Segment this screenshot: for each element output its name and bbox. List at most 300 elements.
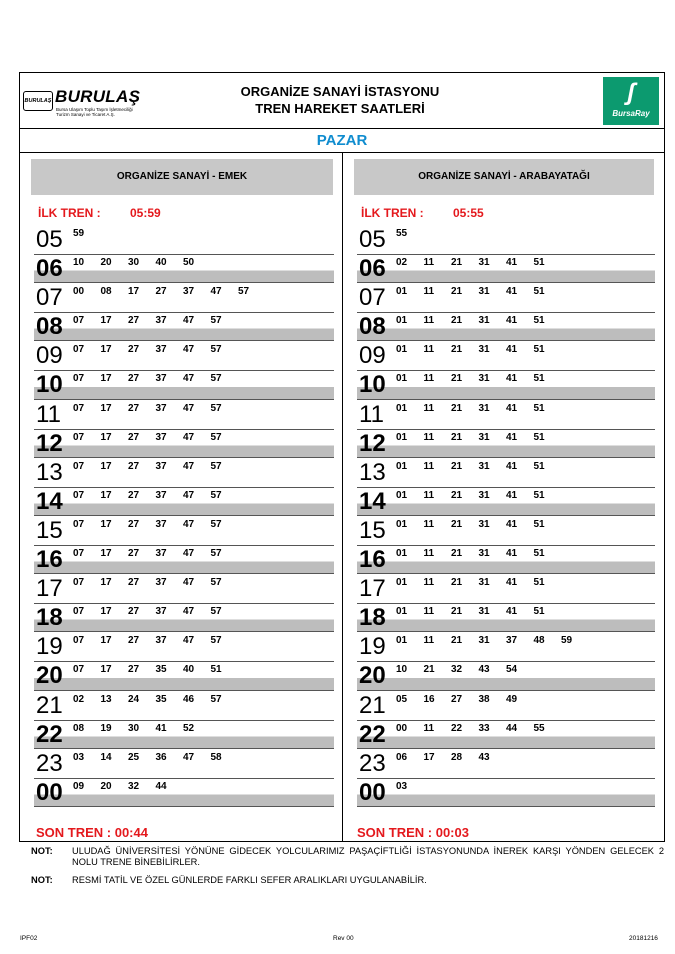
bursaray-logo bbox=[603, 77, 659, 125]
hour-label: 09 bbox=[359, 342, 386, 370]
minutes-list bbox=[73, 723, 211, 734]
minute-value: 11 bbox=[423, 489, 435, 501]
minute-value: 24 bbox=[128, 693, 140, 705]
burulas-logo-name: BURULAŞ bbox=[55, 87, 141, 106]
minute-value: 57 bbox=[210, 344, 222, 356]
minute-value: 07 bbox=[73, 606, 85, 618]
minute-value: 47 bbox=[183, 460, 195, 472]
minute-value: 27 bbox=[128, 518, 140, 530]
minutes-list bbox=[396, 403, 561, 414]
minute-value: 35 bbox=[155, 693, 167, 705]
hour-row bbox=[20, 487, 342, 516]
minute-value: 17 bbox=[100, 577, 112, 589]
minute-value: 59 bbox=[561, 635, 573, 647]
minute-value: 01 bbox=[396, 518, 408, 530]
minute-value: 21 bbox=[451, 286, 463, 298]
minute-value: 37 bbox=[155, 635, 167, 647]
minute-value: 17 bbox=[100, 315, 112, 327]
hour-label: 11 bbox=[36, 400, 61, 428]
timetable-frame bbox=[19, 72, 665, 842]
hour-label: 15 bbox=[359, 516, 386, 544]
minute-value: 10 bbox=[396, 664, 408, 676]
minute-value: 43 bbox=[478, 664, 490, 676]
minutes-list bbox=[396, 373, 561, 384]
minute-value: 11 bbox=[423, 635, 435, 647]
minute-value: 07 bbox=[73, 548, 85, 560]
minute-value: 07 bbox=[73, 635, 85, 647]
minute-value: 27 bbox=[128, 344, 140, 356]
minutes-list bbox=[396, 664, 534, 675]
minute-value: 21 bbox=[451, 460, 463, 472]
minute-value: 17 bbox=[128, 286, 140, 298]
burulas-logo-box: BURULAŞ bbox=[23, 91, 53, 111]
minute-value: 27 bbox=[128, 402, 140, 414]
minutes-list bbox=[73, 315, 238, 326]
minute-value: 00 bbox=[396, 722, 408, 734]
minute-value: 07 bbox=[73, 315, 85, 327]
minute-value: 21 bbox=[451, 402, 463, 414]
hour-label: 12 bbox=[359, 429, 386, 457]
minutes-list bbox=[396, 577, 561, 588]
hour-row bbox=[343, 370, 665, 399]
minute-value: 31 bbox=[478, 431, 490, 443]
minute-value: 57 bbox=[210, 431, 222, 443]
minute-value: 09 bbox=[73, 780, 85, 792]
minute-value: 37 bbox=[155, 606, 167, 618]
minute-value: 37 bbox=[155, 431, 167, 443]
hour-label: 05 bbox=[36, 226, 63, 253]
minute-value: 01 bbox=[396, 286, 408, 298]
minute-value: 17 bbox=[100, 431, 112, 443]
minute-value: 11 bbox=[423, 373, 435, 385]
minute-value: 37 bbox=[155, 577, 167, 589]
direction-heading: ORGANİZE SANAYİ - ARABAYATAĞI bbox=[354, 159, 654, 195]
title-line-2: TREN HAREKET SAATLERİ bbox=[255, 101, 425, 116]
hour-row bbox=[20, 370, 342, 399]
hour-row bbox=[343, 778, 665, 807]
minute-value: 51 bbox=[533, 286, 545, 298]
minute-value: 07 bbox=[73, 577, 85, 589]
minute-value: 37 bbox=[183, 286, 195, 298]
hour-label: 05 bbox=[359, 226, 386, 253]
minute-value: 21 bbox=[451, 548, 463, 560]
schedule-rows bbox=[20, 225, 342, 807]
minute-value: 21 bbox=[451, 373, 463, 385]
hour-label: 14 bbox=[36, 487, 63, 515]
direction-heading: ORGANİZE SANAYİ - EMEK bbox=[31, 159, 333, 195]
hour-row bbox=[343, 429, 665, 458]
minute-value: 01 bbox=[396, 373, 408, 385]
minute-value: 25 bbox=[128, 751, 140, 763]
minute-value: 22 bbox=[451, 722, 463, 734]
header bbox=[20, 73, 664, 129]
note-text: ULUDAĞ ÜNİVERSİTESİ YÖNÜNE GİDECEK YOLCULARIMIZ PAŞAÇİFTLİĞİ İSTASYONUNDA İNEREK KARŞI YÖNDEN GELECEK 2 NOLU TRENE BİNEBİLİRLER. bbox=[72, 846, 664, 867]
minutes-list bbox=[73, 461, 238, 472]
hour-label: 12 bbox=[36, 429, 63, 457]
minutes-list bbox=[73, 257, 211, 268]
minute-value: 27 bbox=[128, 489, 140, 501]
hour-label: 23 bbox=[36, 749, 63, 777]
hour-row bbox=[343, 574, 665, 603]
minutes-list bbox=[396, 286, 561, 297]
schedule-rows bbox=[343, 225, 665, 807]
minute-value: 11 bbox=[423, 548, 435, 560]
minute-value: 21 bbox=[451, 315, 463, 327]
minute-value: 21 bbox=[451, 518, 463, 530]
minute-value: 31 bbox=[478, 286, 490, 298]
hour-label: 16 bbox=[36, 546, 63, 574]
minute-value: 32 bbox=[451, 664, 463, 676]
hour-row bbox=[343, 632, 665, 661]
hour-label: 21 bbox=[36, 691, 63, 719]
page-title bbox=[170, 83, 510, 117]
minutes-list bbox=[396, 461, 561, 472]
hour-label: 06 bbox=[359, 255, 386, 283]
minute-value: 37 bbox=[155, 548, 167, 560]
minute-value: 27 bbox=[128, 315, 140, 327]
hour-label: 19 bbox=[36, 633, 63, 661]
minute-value: 20 bbox=[100, 257, 112, 269]
minute-value: 41 bbox=[506, 577, 518, 589]
minute-value: 17 bbox=[423, 751, 435, 763]
note-text: RESMİ TATİL VE ÖZEL GÜNLERDE FARKLI SEFER ARALIKLARI UYGULANABİLİR. bbox=[72, 875, 427, 885]
hour-row bbox=[20, 603, 342, 632]
minute-value: 47 bbox=[183, 548, 195, 560]
minute-value: 51 bbox=[533, 577, 545, 589]
hour-row bbox=[20, 341, 342, 370]
minute-value: 31 bbox=[478, 548, 490, 560]
minute-value: 31 bbox=[478, 460, 490, 472]
title-line-1: ORGANİZE SANAYİ İSTASYONU bbox=[240, 84, 440, 99]
minute-value: 57 bbox=[210, 548, 222, 560]
minute-value: 17 bbox=[100, 548, 112, 560]
minute-value: 07 bbox=[73, 518, 85, 530]
hour-label: 22 bbox=[36, 720, 63, 748]
minute-value: 05 bbox=[396, 693, 408, 705]
hour-label: 13 bbox=[359, 458, 386, 486]
minute-value: 27 bbox=[128, 606, 140, 618]
minute-value: 36 bbox=[155, 751, 167, 763]
hour-row bbox=[20, 458, 342, 487]
minute-value: 01 bbox=[396, 344, 408, 356]
hour-label: 13 bbox=[36, 458, 63, 486]
minute-value: 51 bbox=[533, 344, 545, 356]
minute-value: 17 bbox=[100, 460, 112, 472]
minute-value: 00 bbox=[73, 286, 85, 298]
hour-label: 15 bbox=[36, 516, 63, 544]
hour-row bbox=[20, 545, 342, 574]
minute-value: 31 bbox=[478, 344, 490, 356]
hour-label: 17 bbox=[359, 575, 386, 603]
minute-value: 14 bbox=[100, 751, 112, 763]
minute-value: 57 bbox=[210, 315, 222, 327]
hour-row bbox=[343, 458, 665, 487]
minute-value: 21 bbox=[451, 257, 463, 269]
hour-row bbox=[20, 225, 342, 254]
minute-value: 08 bbox=[100, 286, 112, 298]
minute-value: 57 bbox=[210, 606, 222, 618]
burulas-logo bbox=[23, 83, 148, 121]
minute-value: 41 bbox=[506, 606, 518, 618]
minute-value: 57 bbox=[210, 635, 222, 647]
minute-value: 27 bbox=[128, 577, 140, 589]
hour-row bbox=[20, 720, 342, 749]
minute-value: 51 bbox=[533, 257, 545, 269]
minute-value: 21 bbox=[451, 344, 463, 356]
minute-value: 01 bbox=[396, 315, 408, 327]
minutes-list bbox=[73, 781, 183, 792]
minute-value: 58 bbox=[210, 751, 222, 763]
hour-label: 14 bbox=[359, 487, 386, 515]
minute-value: 37 bbox=[155, 460, 167, 472]
minute-value: 11 bbox=[423, 431, 435, 443]
hour-row bbox=[343, 661, 665, 690]
minute-value: 17 bbox=[100, 489, 112, 501]
day-label: PAZAR bbox=[20, 129, 664, 153]
hour-label: 07 bbox=[359, 284, 386, 312]
minute-value: 27 bbox=[128, 664, 140, 676]
note-label: NOT: bbox=[31, 846, 53, 856]
minute-value: 27 bbox=[128, 431, 140, 443]
bursaray-logo-text: BursaRay bbox=[612, 109, 650, 118]
minute-value: 47 bbox=[183, 315, 195, 327]
minute-value: 47 bbox=[183, 577, 195, 589]
minute-value: 31 bbox=[478, 315, 490, 327]
minute-value: 41 bbox=[506, 257, 518, 269]
minutes-list bbox=[396, 781, 424, 792]
hour-row bbox=[20, 429, 342, 458]
minute-value: 21 bbox=[451, 635, 463, 647]
minute-value: 43 bbox=[478, 751, 490, 763]
minute-value: 31 bbox=[478, 606, 490, 618]
minutes-list bbox=[73, 606, 238, 617]
minute-value: 07 bbox=[73, 664, 85, 676]
minutes-list bbox=[73, 519, 238, 530]
minutes-list bbox=[73, 432, 238, 443]
minute-value: 02 bbox=[73, 693, 85, 705]
minutes-list bbox=[396, 694, 534, 705]
minute-value: 37 bbox=[155, 489, 167, 501]
minute-value: 11 bbox=[423, 286, 435, 298]
hour-row bbox=[343, 312, 665, 341]
minute-value: 47 bbox=[183, 489, 195, 501]
minutes-list bbox=[396, 257, 561, 268]
last-train: SON TREN : 00:03 bbox=[357, 825, 469, 840]
minute-value: 21 bbox=[451, 431, 463, 443]
minute-value: 27 bbox=[451, 693, 463, 705]
minutes-list bbox=[396, 635, 589, 646]
hour-label: 08 bbox=[359, 313, 386, 341]
hour-row bbox=[343, 720, 665, 749]
minute-value: 07 bbox=[73, 344, 85, 356]
minute-value: 37 bbox=[506, 635, 518, 647]
minutes-list bbox=[396, 344, 561, 355]
minutes-list bbox=[396, 490, 561, 501]
minute-value: 17 bbox=[100, 402, 112, 414]
minute-value: 17 bbox=[100, 664, 112, 676]
minutes-list bbox=[73, 664, 238, 675]
minute-value: 33 bbox=[478, 722, 490, 734]
hour-row bbox=[343, 603, 665, 632]
minute-value: 41 bbox=[506, 431, 518, 443]
hour-label: 11 bbox=[359, 400, 384, 428]
minute-value: 49 bbox=[506, 693, 518, 705]
last-train: SON TREN : 00:44 bbox=[36, 825, 148, 840]
minute-value: 01 bbox=[396, 431, 408, 443]
hour-label: 23 bbox=[359, 749, 386, 777]
hour-row bbox=[20, 283, 342, 312]
minute-value: 51 bbox=[210, 664, 222, 676]
hour-row bbox=[20, 574, 342, 603]
minute-value: 57 bbox=[238, 286, 250, 298]
hour-row bbox=[343, 516, 665, 545]
minute-value: 54 bbox=[506, 664, 518, 676]
minute-value: 41 bbox=[506, 518, 518, 530]
hour-label: 06 bbox=[36, 255, 63, 283]
hour-row bbox=[343, 225, 665, 254]
minute-value: 52 bbox=[183, 722, 195, 734]
minutes-list bbox=[396, 228, 424, 239]
minute-value: 37 bbox=[155, 402, 167, 414]
hour-row bbox=[20, 632, 342, 661]
minute-value: 40 bbox=[155, 257, 167, 269]
minute-value: 17 bbox=[100, 344, 112, 356]
minutes-list bbox=[73, 228, 101, 239]
minute-value: 41 bbox=[506, 315, 518, 327]
left-timetable bbox=[20, 153, 342, 841]
minute-value: 02 bbox=[396, 257, 408, 269]
hour-row bbox=[343, 283, 665, 312]
minute-value: 51 bbox=[533, 548, 545, 560]
hour-label: 18 bbox=[359, 604, 386, 632]
hour-label: 19 bbox=[359, 633, 386, 661]
minute-value: 51 bbox=[533, 431, 545, 443]
hour-row bbox=[20, 749, 342, 778]
minutes-list bbox=[396, 519, 561, 530]
minute-value: 11 bbox=[423, 518, 435, 530]
minute-value: 27 bbox=[128, 373, 140, 385]
minutes-list bbox=[73, 344, 238, 355]
first-train-time: 05:59 bbox=[130, 206, 161, 220]
minute-value: 30 bbox=[128, 722, 140, 734]
hour-row bbox=[343, 487, 665, 516]
hour-row bbox=[20, 516, 342, 545]
minute-value: 01 bbox=[396, 577, 408, 589]
minute-value: 21 bbox=[451, 606, 463, 618]
minute-value: 57 bbox=[210, 460, 222, 472]
minute-value: 47 bbox=[183, 635, 195, 647]
minute-value: 07 bbox=[73, 431, 85, 443]
right-timetable bbox=[343, 153, 665, 841]
minute-value: 57 bbox=[210, 577, 222, 589]
minutes-list bbox=[73, 694, 238, 705]
hour-label: 16 bbox=[359, 546, 386, 574]
minute-value: 57 bbox=[210, 518, 222, 530]
minute-value: 31 bbox=[478, 257, 490, 269]
minute-value: 41 bbox=[506, 344, 518, 356]
hour-row bbox=[343, 749, 665, 778]
minute-value: 47 bbox=[183, 431, 195, 443]
minute-value: 37 bbox=[155, 344, 167, 356]
minute-value: 17 bbox=[100, 606, 112, 618]
minute-value: 10 bbox=[73, 257, 85, 269]
minute-value: 32 bbox=[128, 780, 140, 792]
minute-value: 38 bbox=[478, 693, 490, 705]
minute-value: 01 bbox=[396, 606, 408, 618]
minute-value: 03 bbox=[396, 780, 408, 792]
minute-value: 41 bbox=[506, 460, 518, 472]
minute-value: 20 bbox=[100, 780, 112, 792]
minute-value: 31 bbox=[478, 577, 490, 589]
minute-value: 51 bbox=[533, 606, 545, 618]
minute-value: 21 bbox=[423, 664, 435, 676]
minutes-list bbox=[396, 606, 561, 617]
hour-row bbox=[20, 254, 342, 283]
minutes-list bbox=[73, 548, 238, 559]
minute-value: 47 bbox=[183, 606, 195, 618]
hour-label: 18 bbox=[36, 604, 63, 632]
minute-value: 51 bbox=[533, 402, 545, 414]
minute-value: 59 bbox=[73, 228, 85, 239]
minutes-list bbox=[396, 548, 561, 559]
hour-label: 10 bbox=[359, 371, 386, 399]
footer-date: 20181216 bbox=[629, 935, 658, 942]
minute-value: 01 bbox=[396, 635, 408, 647]
minute-value: 13 bbox=[100, 693, 112, 705]
hour-label: 08 bbox=[36, 313, 63, 341]
minute-value: 57 bbox=[210, 402, 222, 414]
hour-label: 22 bbox=[359, 720, 386, 748]
minute-value: 44 bbox=[155, 780, 167, 792]
minute-value: 11 bbox=[423, 344, 435, 356]
minute-value: 27 bbox=[155, 286, 167, 298]
minute-value: 07 bbox=[73, 489, 85, 501]
burulas-logo-subtitle: Bursa Ulaşım Toplu Taşım İşletmeciliği Turizm Sanayi ve Ticaret A.Ş. bbox=[56, 107, 133, 117]
minute-value: 41 bbox=[506, 489, 518, 501]
minute-value: 47 bbox=[183, 344, 195, 356]
minutes-list bbox=[396, 752, 506, 763]
minute-value: 31 bbox=[478, 402, 490, 414]
minute-value: 51 bbox=[533, 315, 545, 327]
minute-value: 50 bbox=[183, 257, 195, 269]
hour-label: 20 bbox=[36, 662, 63, 690]
minute-value: 51 bbox=[533, 518, 545, 530]
hour-label: 17 bbox=[36, 575, 63, 603]
minute-value: 57 bbox=[210, 373, 222, 385]
minute-value: 11 bbox=[423, 257, 435, 269]
minutes-list bbox=[73, 752, 238, 763]
minute-value: 08 bbox=[73, 722, 85, 734]
first-train-label: İLK TREN : bbox=[361, 206, 424, 220]
minute-value: 01 bbox=[396, 548, 408, 560]
minute-value: 11 bbox=[423, 577, 435, 589]
first-train-time: 05:55 bbox=[453, 206, 484, 220]
minutes-list bbox=[73, 403, 238, 414]
hour-label: 10 bbox=[36, 371, 63, 399]
minute-value: 47 bbox=[183, 402, 195, 414]
minute-value: 51 bbox=[533, 489, 545, 501]
minute-value: 55 bbox=[533, 722, 545, 734]
hour-row bbox=[343, 691, 665, 720]
minute-value: 37 bbox=[155, 373, 167, 385]
minutes-list bbox=[73, 373, 238, 384]
minute-value: 41 bbox=[506, 286, 518, 298]
minute-value: 47 bbox=[183, 518, 195, 530]
bursaray-logo-icon: ʃ bbox=[627, 79, 635, 106]
minute-value: 11 bbox=[423, 722, 435, 734]
minute-value: 07 bbox=[73, 373, 85, 385]
hour-row bbox=[20, 691, 342, 720]
